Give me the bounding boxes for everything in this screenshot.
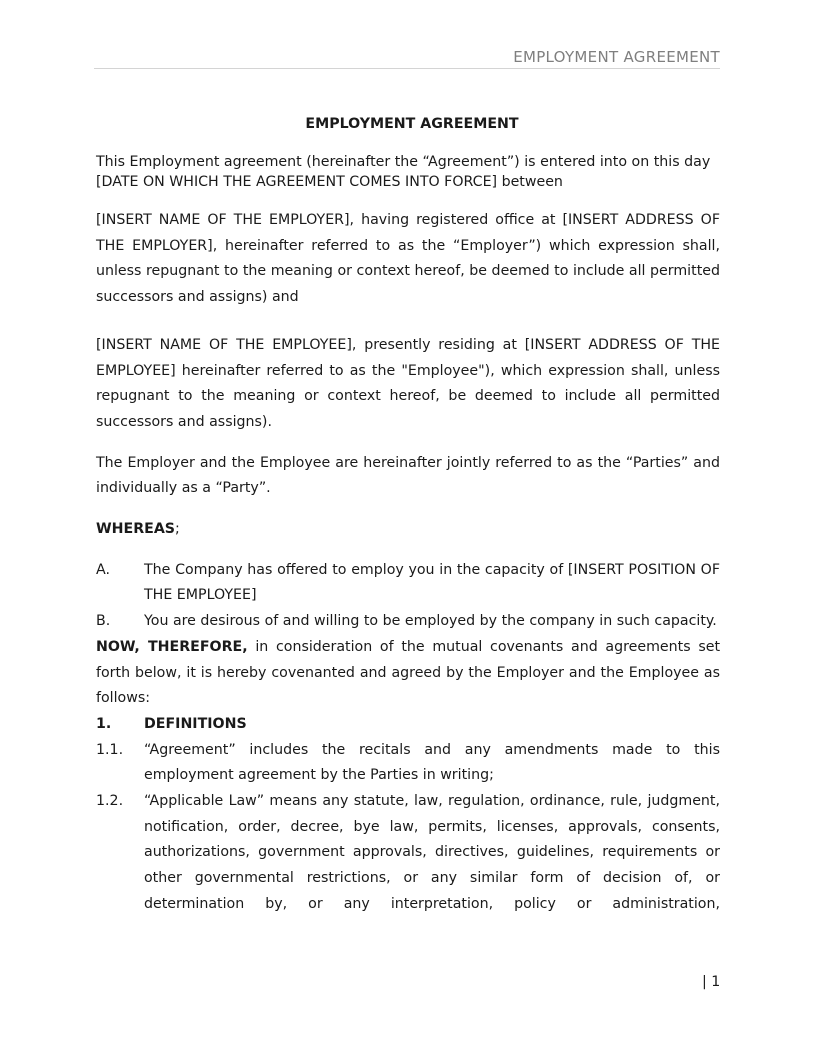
recital-item: [96, 609, 720, 635]
recital-text: You are desirous of and willing to be employed by the company in such capacity.: [144, 613, 717, 630]
header-title: EMPLOYMENT AGREEMENT: [513, 48, 720, 66]
page-header: [94, 46, 720, 69]
section-number: 1.: [96, 715, 112, 732]
employer-clause: [INSERT NAME OF THE EMPLOYER], having registered office at [INSERT ADDRESS OF THE EMPLOYER], hereinafter referred to as the “Employer”) which expression shall, unless repugnant to the meaning or context hereof, be deemed to include all permitted successors and assigns) and: [96, 212, 720, 306]
whereas-label: WHEREAS: [96, 521, 176, 538]
definition-number: 1.2.: [96, 793, 124, 810]
document-body: [96, 116, 720, 918]
definition-number: 1.1.: [96, 741, 124, 758]
document-title: EMPLOYMENT AGREEMENT: [305, 116, 519, 132]
recital-text: The Company has offered to employ you in the capacity of [INSERT POSITION OF THE EMPLOYEE]: [144, 561, 720, 604]
parties-clause: The Employer and the Employee are hereinafter jointly referred to as the “Parties” and individually as a “Party”.: [96, 454, 720, 497]
definition-text: “Agreement” includes the recitals and any amendments made to this employment agreement by the Parties in writing;: [144, 741, 720, 784]
now-therefore-text: in consideration of the mutual covenants and agreements set forth below, it is hereby covenanted and agreed by the Employer and the Employee as follows:: [96, 638, 721, 707]
section-title: DEFINITIONS: [144, 715, 247, 732]
recital-marker: B.: [96, 613, 111, 630]
definition-item: [96, 738, 720, 789]
recital-marker: A.: [96, 561, 110, 578]
section-heading-definitions: [96, 712, 720, 738]
recital-item: [96, 558, 720, 609]
definition-text: “Applicable Law” means any statute, law, regulation, ordinance, rule, judgment, notification, order, decree, bye law, permits, licenses, approvals, consents, authorizations, government approvals, directives, guidelines, requirements or other governmental restrictions, or any similar form of decision of, or determination by, or any interpretation, policy or administration,: [144, 793, 720, 912]
page-number: [702, 974, 720, 990]
page-number-value: 1: [711, 974, 721, 990]
employee-clause: [INSERT NAME OF THE EMPLOYEE], presently residing at [INSERT ADDRESS OF THE EMPLOYEE] hereinafter referred to as the "Employee"), which expression shall, unless repugnant to the meaning or context hereof, be deemed to include all permitted successors and assigns).: [96, 336, 720, 430]
now-therefore-label: NOW, THEREFORE,: [96, 638, 248, 655]
now-therefore-paragraph: [96, 635, 720, 712]
whereas-heading: [96, 517, 720, 543]
page-number-separator: |: [702, 974, 707, 990]
intro-paragraph: This Employment agreement (hereinafter the “Agreement”) is entered into on this day [DATE ON WHICH THE AGREEMENT COMES INTO FORCE] between: [96, 154, 711, 190]
definition-item: [96, 789, 720, 918]
whereas-suffix: ;: [175, 521, 180, 538]
